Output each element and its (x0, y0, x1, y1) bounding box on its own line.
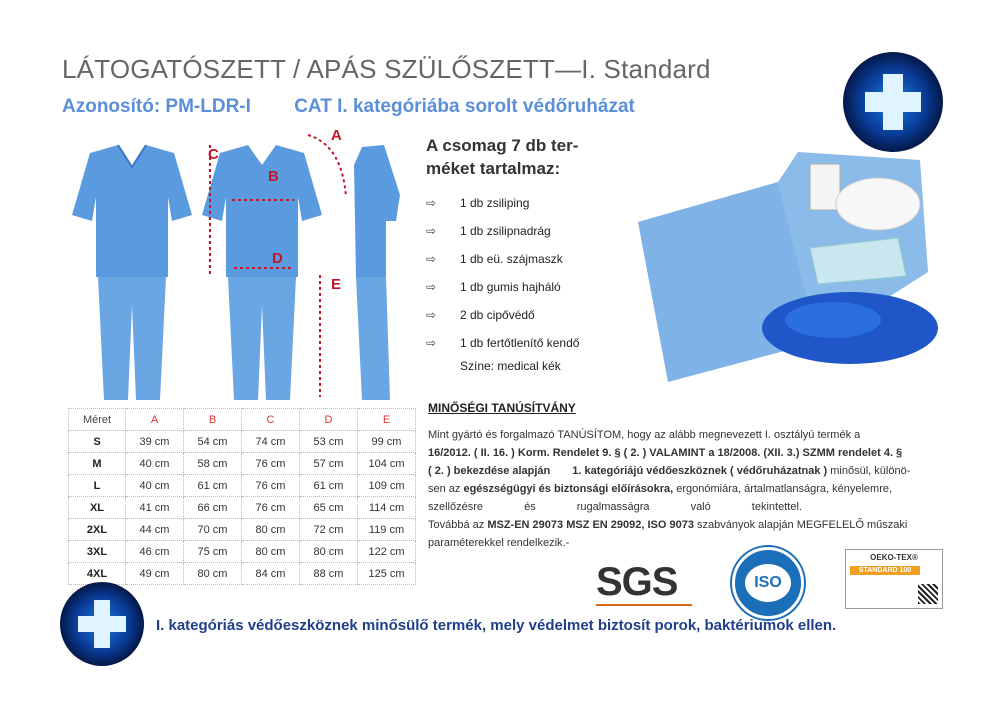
product-category: CAT I. kategóriába sorolt védőruházat (294, 96, 635, 117)
list-item: ⇨ 1 db fertőtlenítő kendő (426, 336, 580, 350)
garment-size-diagram (50, 125, 420, 405)
product-id: Azonosító: PM-LDR-I (62, 96, 251, 117)
page-title: LÁTOGATÓSZETT / APÁS SZÜLŐSZETT—I. Standard (62, 54, 711, 84)
scrub-measure-figure (202, 145, 322, 400)
oeko-tex-label: OEKO-TEX® STANDARD 100 (845, 549, 943, 609)
medical-cross-icon (60, 582, 144, 666)
package-heading: A csomag 7 db ter- méket tartalmaz: (426, 136, 579, 178)
medical-cross-badge-bottom (60, 582, 144, 666)
label-e: E (331, 276, 342, 293)
table-row: 3XL 46 cm 75 cm 80 cm 80 cm 122 cm (69, 541, 416, 563)
arrow-right-icon: ⇨ (426, 336, 437, 350)
scrub-front-figure (72, 145, 192, 400)
sgs-underline (596, 604, 692, 606)
iso-logo: ISO (732, 547, 804, 619)
arrow-right-icon: ⇨ (426, 280, 437, 294)
label-a: A (331, 127, 342, 144)
table-row: L 40 cm 61 cm 76 cm 61 cm 109 cm (69, 475, 416, 497)
list-item: ⇨ 1 db zsiliping (426, 196, 530, 210)
arrow-right-icon: ⇨ (426, 308, 437, 322)
footer-statement: I. kategóriás védőeszköznek minősülő termék, mely védelmet biztosít porok, baktériumok ellen. (156, 617, 837, 634)
table-row: 4XL 49 cm 80 cm 84 cm 88 cm 125 cm (69, 563, 416, 585)
medical-cross-icon (843, 52, 943, 152)
list-item: ⇨ 1 db eü. szájmaszk (426, 252, 563, 266)
list-item: ⇨ 1 db zsilipnadrág (426, 224, 551, 238)
label-d: D (272, 250, 283, 267)
sgs-logo: SGS (596, 560, 678, 604)
quality-heading: MINŐSÉGI TANÚSÍTVÁNY (428, 401, 576, 415)
product-photo (628, 152, 960, 392)
arrow-right-icon: ⇨ (426, 224, 437, 238)
label-c: C (208, 146, 219, 163)
table-header-row: Méret A B C D E (69, 409, 416, 431)
list-item: ⇨ 2 db cipővédő (426, 308, 535, 322)
color-info: Színe: medical kék (460, 359, 561, 373)
table-row: S 39 cm 54 cm 74 cm 53 cm 99 cm (69, 431, 416, 453)
scrub-side-figure (308, 135, 400, 400)
quality-text: Mint gyártó és forgalmazó TANÚSÍTOM, hogy az alább megnevezett I. osztályú termék a 16/2012. ( II. 16. ) Korm. Rendelet 9. § ( 2. ) VALAMINT a 18/2008. (XII. 3.) SZMM rendelet 4. § ( 2. ) bekezdése alapján 1. kategóriájú védőeszköznek ( védőruházatnak ) minősül, különö- sen az egészségügyi és biztonsági előírásokra, ergonómiára, ártalmatlanságra, kényelemre, szellőzésre és rugalmasságra való tekintettel. Továbbá az MSZ-EN 29073 MSZ EN 29092, ISO 9073 szabványok alapján MEGFELELŐ műszaki paraméterekkel rendelkezik.- (428, 429, 911, 549)
label-b: B (268, 168, 279, 185)
table-row: 2XL 44 cm 70 cm 80 cm 72 cm 119 cm (69, 519, 416, 541)
list-item: ⇨ 1 db gumis hajháló (426, 280, 561, 294)
qr-code-icon (918, 584, 938, 604)
size-table (68, 408, 416, 585)
arrow-right-icon: ⇨ (426, 196, 437, 210)
product-subtitle (62, 96, 635, 118)
medical-cross-badge-top (843, 52, 943, 152)
arrow-right-icon: ⇨ (426, 252, 437, 266)
table-row: M 40 cm 58 cm 76 cm 57 cm 104 cm (69, 453, 416, 475)
table-row: XL 41 cm 66 cm 76 cm 65 cm 114 cm (69, 497, 416, 519)
